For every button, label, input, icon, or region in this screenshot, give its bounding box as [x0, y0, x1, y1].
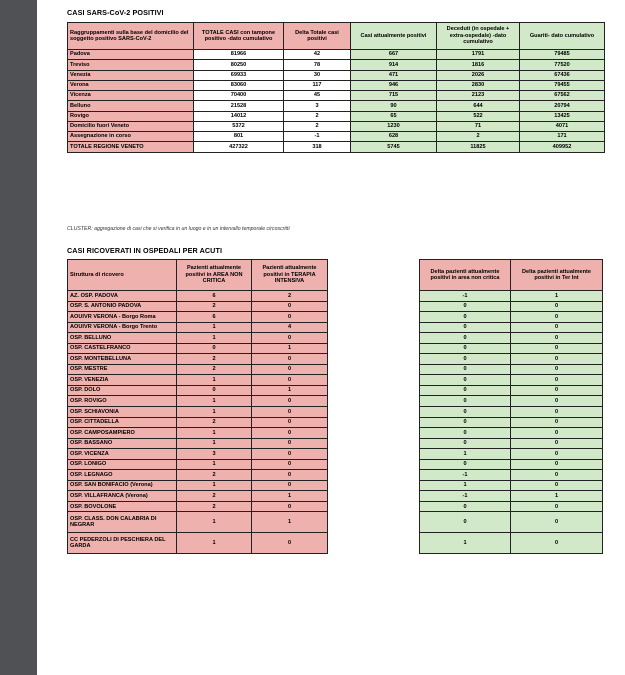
table-row: [420, 428, 603, 439]
row-label: AOUIVR VERONA - Borgo Trento: [68, 322, 177, 333]
table-cell: 2: [284, 121, 351, 131]
table-cell: 0: [420, 333, 511, 344]
table-row: [68, 501, 328, 512]
table-cell: 0: [420, 459, 511, 470]
table-row: [68, 375, 328, 386]
table-cell: 90: [351, 101, 437, 111]
table-cell: 117: [284, 80, 351, 90]
table-row: [68, 142, 605, 152]
table-row: [68, 101, 605, 111]
viewer-sidebar: [0, 0, 37, 675]
row-label: Treviso: [68, 60, 194, 70]
row-label: Verona: [68, 80, 194, 90]
column-header: Delta Totale casi positivi: [284, 23, 351, 50]
hospital-delta-table: [419, 259, 603, 554]
table-cell: 2026: [437, 70, 520, 80]
table-cell: 67562: [520, 91, 605, 101]
table-row: [420, 322, 603, 333]
table-cell: 1: [252, 491, 328, 502]
row-label: OSP. CLASS. DON CALABRIA DI NEGRAR: [68, 512, 177, 533]
table-cell: 0: [511, 333, 603, 344]
table-cell: 1: [252, 512, 328, 533]
table-cell: 0: [177, 343, 252, 354]
row-label: Vicenza: [68, 91, 194, 101]
table-cell: 0: [420, 322, 511, 333]
table-cell: 70400: [194, 91, 284, 101]
table-row: [420, 354, 603, 365]
table-cell: 1: [177, 375, 252, 386]
table-row: [68, 333, 328, 344]
row-label: OSP. SAN BONIFACIO (Verona): [68, 480, 177, 491]
row-label: CC PEDERZOLI DI PESCHIERA DEL GARDA: [68, 533, 177, 554]
table-row: [68, 50, 605, 60]
table-row: [68, 396, 328, 407]
table-cell: 0: [252, 459, 328, 470]
table-cell: 0: [420, 301, 511, 312]
table-row: [68, 70, 605, 80]
table-cell: 0: [511, 417, 603, 428]
row-label: Belluno: [68, 101, 194, 111]
table-cell: 0: [420, 375, 511, 386]
table-row: [68, 291, 328, 302]
table-cell: 1: [177, 480, 252, 491]
table-cell: 2123: [437, 91, 520, 101]
table-cell: 914: [351, 60, 437, 70]
table-cell: 1: [252, 385, 328, 396]
table-cell: 0: [252, 312, 328, 323]
table-cell: -1: [284, 132, 351, 142]
row-label: Venezia: [68, 70, 194, 80]
row-label: OSP. BASSANO: [68, 438, 177, 449]
table-cell: 0: [420, 501, 511, 512]
table-cell: 1: [177, 407, 252, 418]
table-cell: 1: [420, 449, 511, 460]
table-cell: 0: [511, 396, 603, 407]
table-cell: 2: [177, 470, 252, 481]
column-header: Raggruppamenti sulla base del domicilio del soggetto positivo SARS-CoV-2: [68, 23, 194, 50]
table-row: [68, 491, 328, 502]
row-label: OSP. VICENZA: [68, 449, 177, 460]
table-row: [68, 80, 605, 90]
table-cell: 0: [420, 417, 511, 428]
table-cell: 1816: [437, 60, 520, 70]
table-cell: 0: [420, 312, 511, 323]
table-cell: 0: [252, 417, 328, 428]
table-cell: 0: [252, 333, 328, 344]
table-row: [420, 333, 603, 344]
column-header: Casi attualmente positivi: [351, 23, 437, 50]
section-title-positivi: CASI SARS-CoV-2 POSITIVI: [67, 8, 164, 17]
table-row: [68, 480, 328, 491]
row-label: OSP. BOVOLONE: [68, 501, 177, 512]
table-cell: 4: [252, 322, 328, 333]
table-cell: 30: [284, 70, 351, 80]
table-cell: 0: [177, 385, 252, 396]
table-cell: 715: [351, 91, 437, 101]
column-header: Delta pazienti attualmente positivi in Ter Int: [511, 260, 603, 291]
table-cell: 0: [511, 343, 603, 354]
table-cell: 946: [351, 80, 437, 90]
table-cell: 20794: [520, 101, 605, 111]
table-row: [420, 291, 603, 302]
table-cell: 0: [511, 375, 603, 386]
table-cell: 644: [437, 101, 520, 111]
column-header: TOTALE CASI con tampone positivo -dato cumulativo: [194, 23, 284, 50]
table-row: [420, 375, 603, 386]
table-cell: 77520: [520, 60, 605, 70]
table-cell: 409952: [520, 142, 605, 152]
table-cell: 1: [420, 533, 511, 554]
row-label: OSP. SCHIAVONIA: [68, 407, 177, 418]
table-row: [68, 111, 605, 121]
table-cell: 0: [511, 438, 603, 449]
table-row: [420, 396, 603, 407]
table-cell: 0: [511, 449, 603, 460]
table-row: [68, 512, 328, 533]
table-row: [420, 417, 603, 428]
table-cell: 0: [511, 354, 603, 365]
table-cell: -1: [420, 491, 511, 502]
table-row: [68, 301, 328, 312]
table-cell: 0: [511, 470, 603, 481]
table-cell: 0: [420, 428, 511, 439]
table-row: [68, 354, 328, 365]
row-label: AOUIVR VERONA - Borgo Roma: [68, 312, 177, 323]
table-cell: 4071: [520, 121, 605, 131]
row-label: OSP. CAMPOSAMPIERO: [68, 428, 177, 439]
table-header-row: [68, 23, 605, 50]
table-row: [68, 312, 328, 323]
table-row: [420, 491, 603, 502]
row-label: OSP. BELLUNO: [68, 333, 177, 344]
table-cell: 0: [420, 512, 511, 533]
table-cell: 2: [177, 354, 252, 365]
table-cell: 522: [437, 111, 520, 121]
table-cell: 2: [177, 301, 252, 312]
table-cell: 14012: [194, 111, 284, 121]
table-cell: 0: [511, 459, 603, 470]
table-row: [68, 121, 605, 131]
table-cell: 0: [420, 438, 511, 449]
table-cell: 0: [420, 343, 511, 354]
table-cell: 0: [420, 364, 511, 375]
table-cell: 318: [284, 142, 351, 152]
table-cell: 1: [177, 438, 252, 449]
table-cell: 78: [284, 60, 351, 70]
row-label: Padova: [68, 50, 194, 60]
table-cell: 65: [351, 111, 437, 121]
table-cell: 0: [511, 322, 603, 333]
table-row: [68, 533, 328, 554]
table-cell: 0: [511, 364, 603, 375]
table-row: [68, 132, 605, 142]
table-cell: 0: [511, 533, 603, 554]
table-cell: 67436: [520, 70, 605, 80]
column-header: Pazienti attualmente positivi in TERAPIA INTENSIVA: [252, 260, 328, 291]
table-cell: 2: [177, 491, 252, 502]
table-cell: 2: [437, 132, 520, 142]
table-row: [68, 438, 328, 449]
column-header: Guariti- dato cumulativo: [520, 23, 605, 50]
document-page: [37, 0, 625, 675]
table-cell: 0: [252, 480, 328, 491]
table-row: [420, 343, 603, 354]
table-cell: 0: [511, 385, 603, 396]
table-cell: 13425: [520, 111, 605, 121]
table-cell: 1: [177, 459, 252, 470]
table-cell: 2: [284, 111, 351, 121]
table-cell: 0: [511, 312, 603, 323]
table-cell: 1: [252, 343, 328, 354]
table-header-row: [68, 260, 328, 291]
table-row: [68, 60, 605, 70]
table-cell: 0: [420, 396, 511, 407]
table-cell: 81966: [194, 50, 284, 60]
row-label: Assegnazione in corso: [68, 132, 194, 142]
column-header: Delta pazienti attualmente positivi in area non critica: [420, 260, 511, 291]
table-cell: 42: [284, 50, 351, 60]
table-cell: 0: [511, 512, 603, 533]
table-row: [420, 512, 603, 533]
positive-cases-table: [67, 22, 605, 153]
table-cell: 5372: [194, 121, 284, 131]
table-cell: 80250: [194, 60, 284, 70]
table-cell: 1: [177, 428, 252, 439]
table-row: [420, 407, 603, 418]
table-cell: 0: [252, 407, 328, 418]
table-cell: 0: [252, 301, 328, 312]
table-header-row: [420, 260, 603, 291]
table-cell: 1791: [437, 50, 520, 60]
table-cell: 6: [177, 291, 252, 302]
table-cell: 83060: [194, 80, 284, 90]
table-row: [420, 480, 603, 491]
table-cell: 0: [252, 533, 328, 554]
row-label: OSP. VENEZIA: [68, 375, 177, 386]
section-title-ricoverati: CASI RICOVERATI IN OSPEDALI PER ACUTI: [67, 246, 223, 255]
table-row: [420, 533, 603, 554]
table-row: [420, 385, 603, 396]
column-header: Struttura di ricovero: [68, 260, 177, 291]
table-cell: 0: [420, 407, 511, 418]
table-cell: 0: [252, 428, 328, 439]
row-label: OSP. LONIGO: [68, 459, 177, 470]
row-label: OSP. ROVIGO: [68, 396, 177, 407]
table-cell: 2: [252, 291, 328, 302]
table-cell: 0: [252, 396, 328, 407]
table-cell: 1: [511, 291, 603, 302]
table-cell: 2830: [437, 80, 520, 90]
table-body: [68, 291, 328, 554]
table-cell: 0: [252, 354, 328, 365]
table-cell: 6: [177, 312, 252, 323]
table-cell: 45: [284, 91, 351, 101]
table-row: [68, 385, 328, 396]
table-cell: 1: [177, 322, 252, 333]
row-label: Domicilio fuori Veneto: [68, 121, 194, 131]
column-header: Pazienti attualmente positivi in AREA NON CRITICA: [177, 260, 252, 291]
table-cell: 3: [284, 101, 351, 111]
table-cell: 1: [511, 491, 603, 502]
row-label: OSP. CITTADELLA: [68, 417, 177, 428]
row-label: TOTALE REGIONE VENETO: [68, 142, 194, 152]
table-body: [68, 50, 605, 153]
table-row: [68, 91, 605, 101]
row-label: AZ. OSP. PADOVA: [68, 291, 177, 302]
table-cell: 3: [177, 449, 252, 460]
table-cell: 1: [177, 533, 252, 554]
table-row: [68, 364, 328, 375]
table-row: [68, 417, 328, 428]
row-label: OSP. MONTEBELLUNA: [68, 354, 177, 365]
row-label: OSP. LEGNAGO: [68, 470, 177, 481]
table-row: [68, 470, 328, 481]
table-row: [420, 470, 603, 481]
table-cell: 171: [520, 132, 605, 142]
row-label: OSP. CASTELFRANCO: [68, 343, 177, 354]
table-cell: 1: [420, 480, 511, 491]
table-cell: 801: [194, 132, 284, 142]
table-cell: 427322: [194, 142, 284, 152]
table-cell: 0: [511, 501, 603, 512]
table-cell: 628: [351, 132, 437, 142]
table-cell: 1230: [351, 121, 437, 131]
table-cell: 1: [177, 512, 252, 533]
cluster-note: CLUSTER: aggregazione di casi che si verifica in un luogo e in un intervallo temporale circoscritti: [67, 226, 290, 232]
table-row: [68, 407, 328, 418]
table-cell: 0: [252, 438, 328, 449]
table-cell: 5745: [351, 142, 437, 152]
table-cell: 21528: [194, 101, 284, 111]
row-label: OSP. VILLAFRANCA (Verona): [68, 491, 177, 502]
table-cell: 2: [177, 364, 252, 375]
table-cell: 0: [252, 470, 328, 481]
row-label: Rovigo: [68, 111, 194, 121]
hospital-table: [67, 259, 328, 554]
table-cell: 2: [177, 417, 252, 428]
table-row: [420, 301, 603, 312]
table-row: [420, 312, 603, 323]
table-row: [68, 343, 328, 354]
table-cell: 0: [252, 375, 328, 386]
table-row: [420, 501, 603, 512]
table-cell: 1: [177, 333, 252, 344]
row-label: OSP. MESTRE: [68, 364, 177, 375]
table-row: [420, 438, 603, 449]
table-row: [420, 459, 603, 470]
table-cell: 79455: [520, 80, 605, 90]
table-cell: 0: [252, 501, 328, 512]
table-cell: 0: [252, 449, 328, 460]
table-cell: 667: [351, 50, 437, 60]
table-cell: 0: [511, 301, 603, 312]
table-row: [68, 449, 328, 460]
table-row: [68, 428, 328, 439]
table-cell: 1: [177, 396, 252, 407]
table-cell: -1: [420, 470, 511, 481]
table-cell: -1: [420, 291, 511, 302]
table-cell: 0: [511, 407, 603, 418]
table-cell: 11825: [437, 142, 520, 152]
column-header: Deceduti (in ospedale + extra-ospedale) -dato cumulativo: [437, 23, 520, 50]
table-row: [68, 459, 328, 470]
table-cell: 0: [511, 428, 603, 439]
table-row: [420, 449, 603, 460]
row-label: OSP. DOLO: [68, 385, 177, 396]
table-cell: 0: [420, 354, 511, 365]
table-cell: 0: [511, 480, 603, 491]
table-cell: 0: [252, 364, 328, 375]
table-cell: 71: [437, 121, 520, 131]
table-cell: 471: [351, 70, 437, 80]
table-body: [420, 291, 603, 554]
table-cell: 2: [177, 501, 252, 512]
table-cell: 79485: [520, 50, 605, 60]
table-cell: 0: [420, 385, 511, 396]
table-cell: 69933: [194, 70, 284, 80]
table-row: [420, 364, 603, 375]
table-row: [68, 322, 328, 333]
row-label: OSP. S. ANTONIO PADOVA: [68, 301, 177, 312]
